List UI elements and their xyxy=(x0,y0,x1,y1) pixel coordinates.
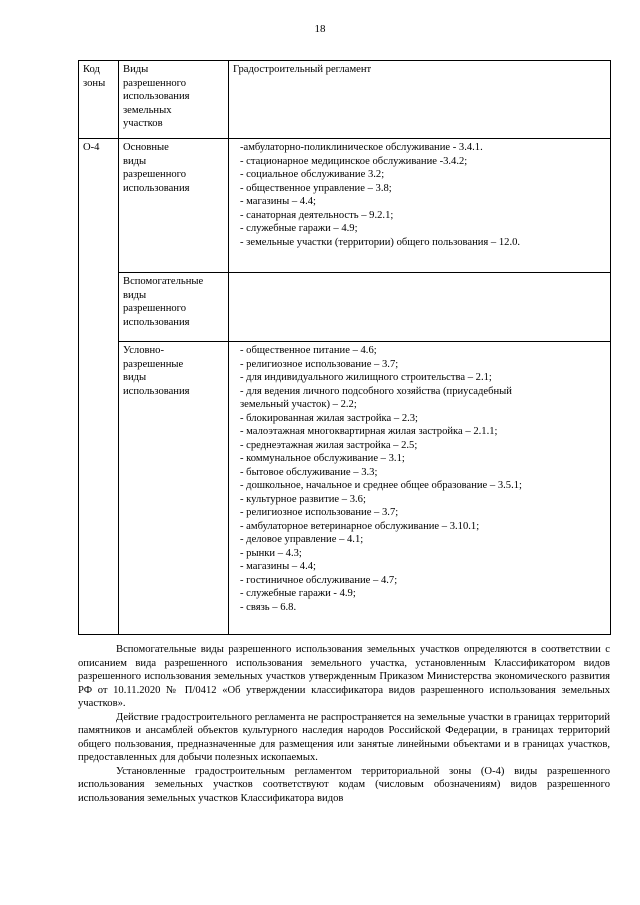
conditional-uses-label: Условно- разрешенные виды использования xyxy=(119,342,229,635)
auxiliary-uses-list xyxy=(229,273,611,342)
list-item: - общественное управление – 3.8; xyxy=(240,182,392,194)
list-item: - санаторная деятельность – 9.2.1; xyxy=(240,209,394,221)
list-item: - дошкольное, начальное и среднее общее образование – 3.5.1; xyxy=(240,480,522,491)
header-zone-code: Код зоны xyxy=(79,61,119,139)
list-item: - бытовое обслуживание – 3.3; xyxy=(240,466,378,478)
main-uses-row xyxy=(79,139,611,273)
paragraph: Действие градостроительного регламента не распространяется на земельные участки в границах территорий памятников и ансамблей объектов культурного наследия народов Российской Федерации, в границах территорий общего пользования, предназначенные для размещения или занятые линейными объектами и в границах участков, предоставленных для добычи полезных ископаемых. xyxy=(78,711,610,763)
list-item: - религиозное использование – 3.7; xyxy=(240,507,399,518)
main-uses-list xyxy=(229,139,611,273)
zone-code-cell: О-4 xyxy=(79,139,119,635)
list-item: - малоэтажная многоквартирная жилая застройка – 2.1.1; xyxy=(240,426,498,437)
list-item: - среднеэтажная жилая застройка – 2.5; xyxy=(240,439,418,451)
list-item: - блокированная жилая застройка – 2.3; xyxy=(240,412,418,424)
page-number: 18 xyxy=(314,23,326,35)
list-item: - общественное питание – 4.6; xyxy=(240,345,377,356)
auxiliary-uses-label: Вспомогательные виды разрешенного использования xyxy=(119,273,229,342)
list-item: - коммунальное обслуживание – 3.1; xyxy=(240,453,405,464)
list-item: - магазины – 4.4; xyxy=(240,561,316,572)
auxiliary-uses-row xyxy=(79,273,611,342)
header-use-types: Виды разрешенного использования земельных участков xyxy=(119,61,229,139)
list-item: -амбулаторно-поликлиническое обслуживание - 3.4.1. xyxy=(240,142,483,153)
list-item: - амбулаторное ветеринарное обслуживание – 3.10.1; xyxy=(240,520,480,532)
list-item: - стационарное медицинское обслуживание -3.4.2; xyxy=(240,155,468,167)
paragraph: Вспомогательные виды разрешенного использования земельных участков определяются в соответствии с описанием вида разрешенного использования земельного участка, установленным Классификатором видов разрешенного использования земельных участков утвержденным Приказом Министерства экономического развития РФ от 10.11.2020 № П/0412 «Об утверждении классификатора видов разрешенного использования земельных участков». xyxy=(78,644,610,709)
list-item: земельный участок) – 2.2; xyxy=(240,399,357,410)
list-item: - религиозное использование – 3.7; xyxy=(240,358,399,370)
zoning-regulation-table xyxy=(78,60,611,635)
list-item: - культурное развитие – 3.6; xyxy=(240,493,366,505)
list-item: - земельные участки (территории) общего пользования – 12.0. xyxy=(240,236,521,248)
conditional-uses-list xyxy=(229,342,611,635)
list-item: - для ведения личного подсобного хозяйства (приусадебный xyxy=(240,385,512,397)
list-item: - социальное обслуживание 3.2; xyxy=(240,169,385,180)
body-text xyxy=(78,643,610,805)
list-item: - служебные гаражи - 4.9; xyxy=(240,588,356,599)
main-uses-label: Основные виды разрешенного использования xyxy=(119,139,229,273)
header-regulation: Градостроительный регламент xyxy=(229,61,611,139)
list-item: - служебные гаражи – 4.9; xyxy=(240,223,358,234)
list-item: - связь – 6.8. xyxy=(240,601,297,613)
paragraph: Установленные градостроительным регламентом территориальной зоны (О-4) виды разрешенного использования земельных участков соответствуют кодам (числовым обозначениям) видов разрешенного использования земельных участков Классификатора видов xyxy=(78,765,610,804)
conditional-uses-row xyxy=(79,342,611,635)
list-item: - гостиничное обслуживание – 4.7; xyxy=(240,574,398,586)
list-item: - для индивидуального жилищного строительства – 2.1; xyxy=(240,372,492,383)
list-item: - магазины – 4.4; xyxy=(240,196,316,207)
list-item: - рынки – 4.3; xyxy=(240,547,302,559)
table-header-row xyxy=(79,61,611,139)
list-item: - деловое управление – 4.1; xyxy=(240,534,364,545)
